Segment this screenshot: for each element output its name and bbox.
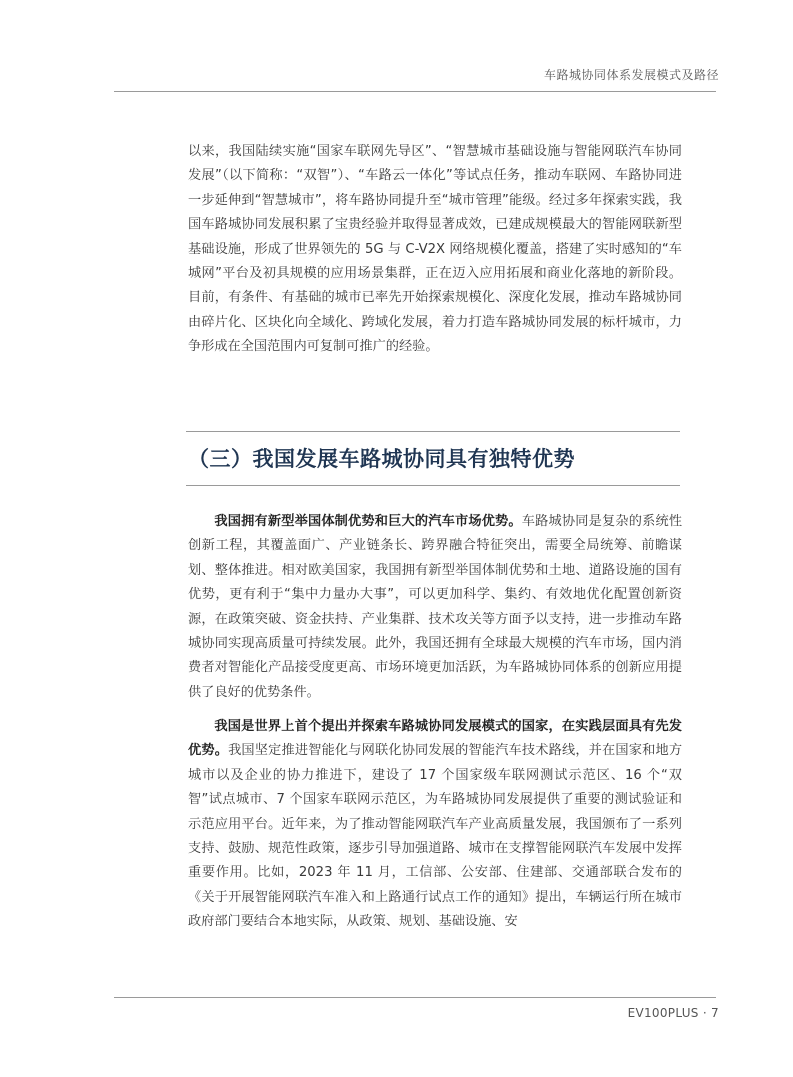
- advantage-paragraph-1-body: 车路城协同是复杂的系统性创新工程，其覆盖面广、产业链条长、跨界融合特征突出，需要全局统筹、前瞻谋划、整体推进。相对欧美国家，我国拥有新型举国体制优势和土地、道路设施的国有优势，更有利于“集中力量办大事”，可以更加科学、集约、有效地优化配置创新资源，在政策突破、资金扶持、产业集群、技术攻关等方面予以支持，进一步推动车路城协同实现高质量可持续发展。此外，我国还拥有全球最大规模的汽车市场，国内消费者对智能化产品接受度更高、市场环境更加活跃，为车路城协同体系的创新应用提供了良好的优势条件。: [188, 514, 683, 700]
- intro-block: [188, 140, 682, 360]
- advantage-paragraph-2-lead: 我国是世界上首个提出并探索车路城协同发展模式的国家，在实践层面具有先发优势。: [188, 719, 682, 759]
- running-header-title: 车路城协同体系发展模式及路径: [543, 68, 719, 82]
- section-title-bottom-divider: [186, 485, 680, 486]
- advantage-paragraph-1-block: [188, 510, 682, 705]
- section-title: （三）我国发展车路城协同具有独特优势: [188, 447, 575, 471]
- section-title-top-divider: [186, 431, 680, 432]
- header-divider: [114, 91, 716, 92]
- advantage-paragraph-1-lead: 我国拥有新型举国体制优势和巨大的汽车市场优势。: [214, 514, 522, 529]
- advantage-paragraph-1: [188, 510, 682, 705]
- advantage-paragraph-2-block: [188, 715, 682, 935]
- advantage-paragraph-2-body: 我国坚定推进智能化与网联化协同发展的智能汽车技术路线，并在国家和地方城市以及企业的协力推进下，建设了 17 个国家级车联网测试示范区、16 个“双智”试点城市、7 个国家车联网示范区，为车路城协同发展提供了重要的测试验证和示范应用平台。近年来，为了推动智能网联汽车产业高质量发展，我国颁布了一系列支持、鼓励、规范性政策，逐步引导加强道路、城市在支撑智能网联汽车发展中发挥重要作用。比如，2023 年 11 月，工信部、公安部、住建部、交通部联合发布的《关于开展智能网联汽车准入和上路通行试点工作的通知》提出，车辆运行所在城市政府部门要结合本地实际，从政策、规划、基础设施、安: [188, 743, 683, 930]
- footer-divider: [114, 997, 716, 998]
- advantage-paragraph-2: [188, 715, 682, 935]
- intro-paragraph: 以来，我国陆续实施“国家车联网先导区”、“智慧城市基础设施与智能网联汽车协同发展”（以下简称：“双智”）、“车路云一体化”等试点任务，推动车联网、车路协同进一步延伸到“智慧城市”，将车路协同提升至“城市管理”能级。经过多年探索实践，我国车路城协同发展积累了宝贵经验并取得显著成效，已建成规模最大的智能网联新型基础设施，形成了世界领先的 5G 与 C-V2X 网络规模化覆盖，搭建了实时感知的“车城网”平台及初具规模的应用场景集群，正在迈入应用拓展和商业化落地的新阶段。目前，有条件、有基础的城市已率先开始探索规模化、深度化发展，推动车路城协同由碎片化、区块化向全域化、跨域化发展，着力打造车路城协同发展的标杆城市，力争形成在全国范围内可复制可推广的经验。: [188, 144, 682, 355]
- page-footer: EV100PLUS · 7: [627, 1006, 719, 1020]
